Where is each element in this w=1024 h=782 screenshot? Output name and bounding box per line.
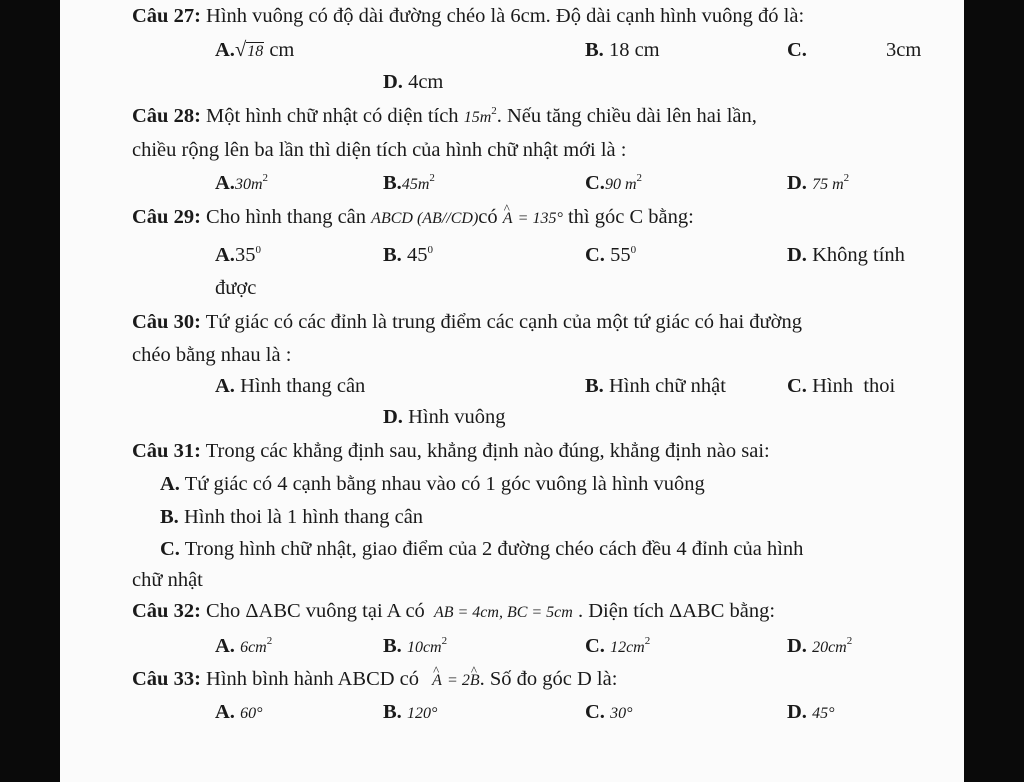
q27-option-a bbox=[215, 38, 294, 62]
q27-b-label: B. bbox=[585, 39, 604, 61]
q27-option-b bbox=[585, 38, 660, 62]
q31-option-a: A. Tứ giác có 4 cạnh bằng nhau vào có 1 góc vuông là hình vuông bbox=[160, 473, 705, 495]
q31-option-b: B. Hình thoi là 1 hình thang cân bbox=[160, 506, 424, 528]
q32-option-d: D. $20cm^2$ bbox=[787, 635, 853, 657]
q30-option-c: C. Hình thoi bbox=[787, 375, 896, 397]
q28-stem: Câu 28: Một hình chữ nhật có diện tích $15m^2$. Nếu tăng chiều dài lên hai lần, bbox=[132, 105, 757, 127]
q31-label: Câu 31: bbox=[132, 440, 201, 462]
q28-label: Câu 28: bbox=[132, 105, 201, 127]
q28-option-d: D. 75 $m^2$ bbox=[787, 172, 850, 194]
q27-option-c-text: 3cm bbox=[886, 39, 922, 61]
q29-label: Câu 29: bbox=[132, 206, 201, 228]
q32-option-b: B. $10cm^2$ bbox=[383, 635, 448, 657]
q32-option-c: C. $12cm^2$ bbox=[585, 635, 651, 657]
q33-angle-a: ^ A bbox=[432, 669, 442, 693]
q27-d-text: 4cm bbox=[408, 71, 444, 93]
q29-angle: ^ A bbox=[503, 207, 513, 231]
q31-stem: Câu 31: Trong các khẳng định sau, khẳng định nào đúng, khẳng định nào sai: bbox=[132, 440, 770, 462]
q29-option-c: C. $55^0$ bbox=[585, 244, 637, 266]
q27-a-label: A. bbox=[215, 39, 235, 61]
q27-option-d bbox=[383, 70, 443, 94]
q27-a-unit: cm bbox=[269, 39, 295, 61]
q33-option-c: C. 30° bbox=[585, 701, 633, 723]
q33-label: Câu 33: bbox=[132, 668, 201, 690]
q33-option-b: B. 120° bbox=[383, 701, 438, 723]
q28-option-a: $A.30m^2$ bbox=[215, 172, 268, 194]
q31-option-c-cont: chữ nhật bbox=[132, 569, 203, 591]
q28-text-post: . Nếu tăng chiều dài lên hai lần, bbox=[496, 105, 757, 127]
q31-option-c: C. Trong hình chữ nhật, giao điểm của 2 đường chéo cách đều 4 đỉnh của hình bbox=[160, 538, 804, 560]
q27-text: Hình vuông có độ dài đường chéo là 6cm. Độ dài cạnh hình vuông đó là: bbox=[206, 5, 805, 27]
q29-stem: Câu 29: Cho hình thang cân ABCD (AB//CD)có ^ A = 135° thì góc C bằng: bbox=[132, 205, 694, 231]
q32-stem: Câu 32: Cho ΔABC vuông tại A có AB = 4cm, BC = 5cm . Diện tích ΔABC bằng: bbox=[132, 600, 776, 622]
q30-stem: Câu 30: Tứ giác có các đỉnh là trung điểm các cạnh của một tứ giác có hai đường bbox=[132, 311, 802, 333]
q33-option-a: A. 60° bbox=[215, 701, 263, 723]
q29-option-b: B. $45^0$ bbox=[383, 244, 433, 266]
q32-label: Câu 32: bbox=[132, 600, 201, 622]
document-sheet bbox=[60, 0, 964, 782]
q27-option-c-label: C. bbox=[787, 39, 807, 61]
q28-area: 15m bbox=[463, 109, 492, 126]
q27-label: Câu 27: bbox=[132, 5, 201, 27]
q30-label: Câu 30: bbox=[132, 311, 201, 333]
q33-option-d: D. 45° bbox=[787, 701, 835, 723]
q32-option-a: A. $6cm^2$ bbox=[215, 635, 273, 657]
q29-option-d-cont: được bbox=[215, 277, 257, 299]
q32-math: AB = 4cm, BC = 5cm bbox=[433, 604, 573, 621]
q30-option-d: D. Hình vuông bbox=[383, 406, 506, 428]
q27-d-label: D. bbox=[383, 71, 403, 93]
q28-text-pre: Một hình chữ nhật có diện tích bbox=[206, 105, 459, 127]
q33-stem: Câu 33: Hình bình hành ABCD có ^ A = 2^ B. Số đo góc D là: bbox=[132, 667, 617, 693]
q27-a-sqrt: √18 bbox=[234, 39, 264, 61]
q29-option-d: D. Không tính bbox=[787, 244, 905, 266]
q29-option-a: $A.35^0$ bbox=[215, 244, 261, 266]
left-black-border bbox=[0, 0, 60, 782]
q27-stem bbox=[132, 4, 804, 28]
q27-b-text: 18 cm bbox=[608, 39, 660, 61]
q28-option-c: C.90 $m^2$ bbox=[585, 172, 642, 194]
q28-option-b: $B.45m^2$ bbox=[383, 172, 435, 194]
right-black-border bbox=[964, 0, 1024, 782]
q30-option-b: B. Hình chữ nhật bbox=[585, 375, 726, 397]
q28-stem-line2: chiều rộng lên ba lần thì diện tích của hình chữ nhật mới là : bbox=[132, 139, 627, 161]
q30-stem-line2: chéo bằng nhau là : bbox=[132, 344, 292, 366]
q29-math: ABCD (AB//CD) bbox=[371, 210, 479, 227]
q33-angle-b: ^ B bbox=[470, 669, 480, 693]
q30-option-a: A. Hình thang cân bbox=[215, 375, 366, 397]
